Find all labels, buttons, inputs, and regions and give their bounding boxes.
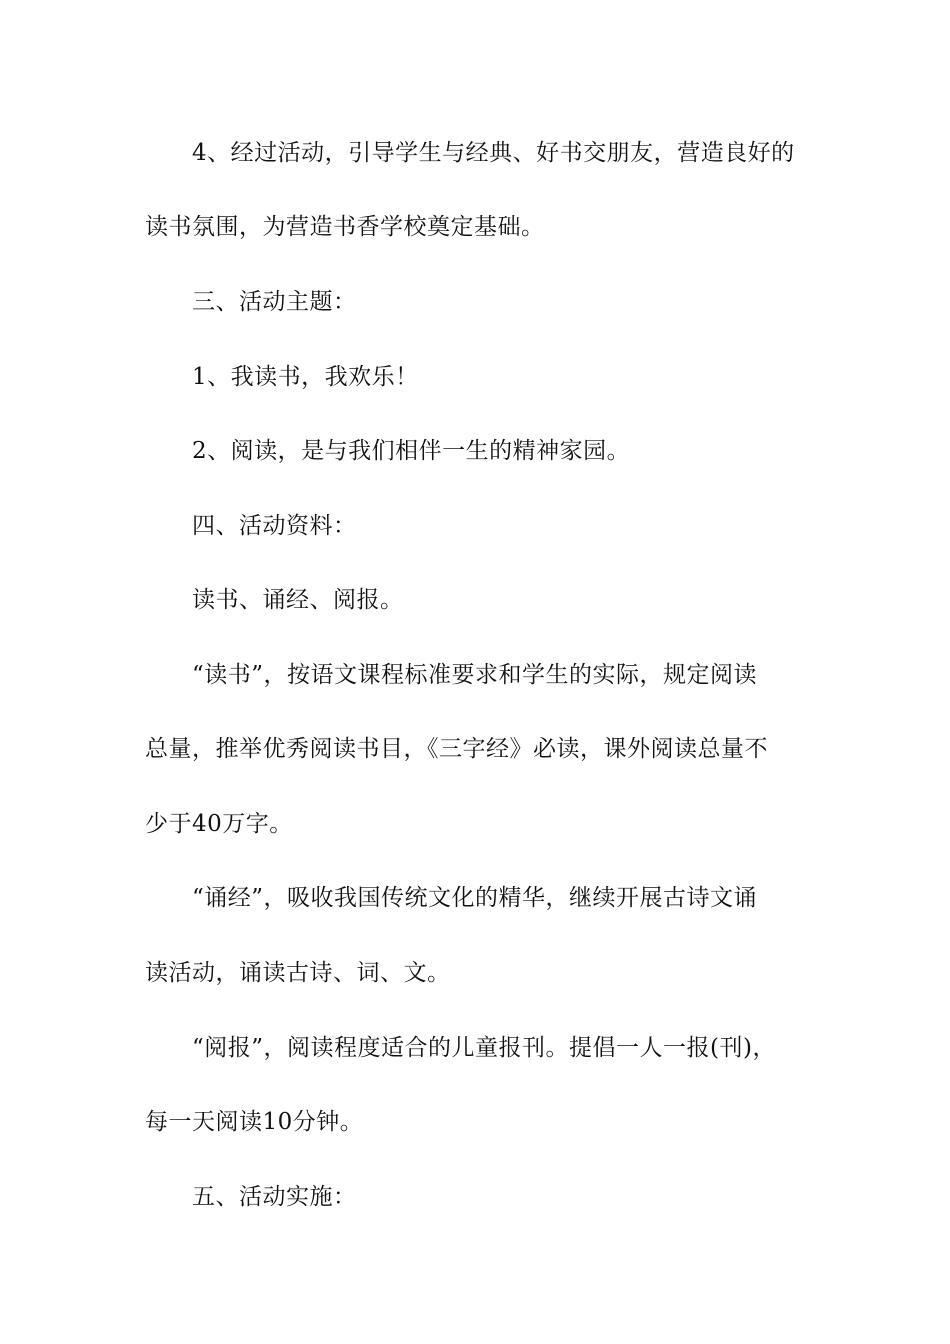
theme-item-1: 1、我读书，我欢乐！ xyxy=(192,364,419,390)
paragraph-goal-4-line-2: 读书氛围，为营造书香学校奠定基础。 xyxy=(145,214,545,240)
section-heading-activity-materials: 四、活动资料： xyxy=(192,513,357,539)
paragraph-reading-line-2: 总量，推举优秀阅读书目，《三字经》必读，课外阅读总量不 xyxy=(145,736,768,762)
paragraph-reading-line-1: “读书”，按语文课程标准要求和学生的实际，规定阅读 xyxy=(192,662,758,688)
paragraph-recitation-line-2: 读活动，诵读古诗、词、文。 xyxy=(145,960,451,986)
section-heading-activity-theme: 三、活动主题： xyxy=(192,289,357,315)
paragraph-recitation-line-1: “诵经”，吸收我国传统文化的精华，继续开展古诗文诵 xyxy=(192,885,758,911)
paragraph-newspaper-line-1: “阅报”，阅读程度适合的儿童报刊。提倡一人一报(刊)， xyxy=(192,1035,776,1061)
paragraph-goal-4-line-1: 4、经过活动，引导学生与经典、好书交朋友，营造良好的 xyxy=(192,140,795,166)
theme-item-2: 2、阅读，是与我们相伴一生的精神家园。 xyxy=(192,438,631,464)
paragraph-reading-line-3: 少于40万字。 xyxy=(145,811,293,837)
materials-summary: 读书、诵经、阅报。 xyxy=(192,587,404,613)
section-heading-activity-implementation: 五、活动实施： xyxy=(192,1184,357,1210)
paragraph-newspaper-line-2: 每一天阅读10分钟。 xyxy=(145,1109,364,1135)
